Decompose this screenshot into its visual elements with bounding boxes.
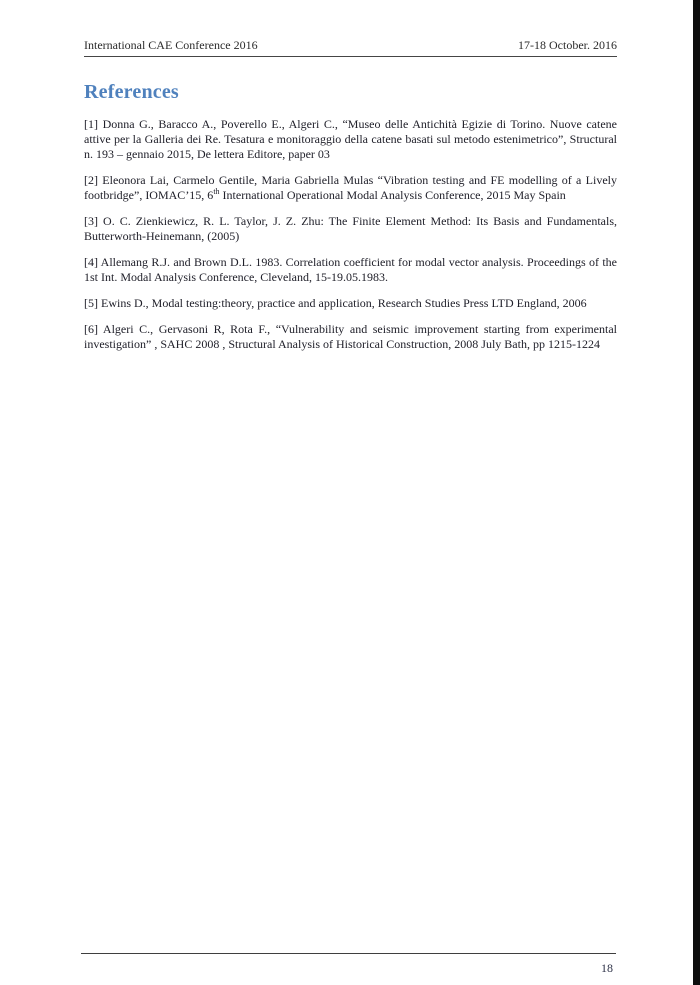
page-number: 18 bbox=[601, 961, 613, 975]
header-conference-name: International CAE Conference 2016 bbox=[84, 38, 258, 52]
reference-text: [4] Allemang R.J. and Brown D.L. 1983. Correlation coefficient for modal vector analysis. Proceedings of the 1st Int. Modal Analysis Conference, Cleveland, 15-19.05.1983. bbox=[84, 255, 617, 284]
reference-entry-6 bbox=[84, 322, 617, 352]
header-date: 17-18 October. 2016 bbox=[518, 38, 617, 52]
reference-entry-5 bbox=[84, 296, 617, 311]
references-title: References bbox=[84, 81, 179, 103]
reference-entry-3 bbox=[84, 214, 617, 244]
reference-text: [2] Eleonora Lai, Carmelo Gentile, Maria Gabriella Mulas “Vibration testing and FE modelling of a Lively footbridge”, IOMAC’15, 6 bbox=[84, 173, 617, 202]
references-list bbox=[84, 117, 617, 352]
reference-text: [3] O. C. Zienkiewicz, R. L. Taylor, J. Z. Zhu: The Finite Element Method: Its Basis and Fundamentals, Butterworth-Heinemann, (2005) bbox=[84, 214, 617, 243]
reference-text: [6] Algeri C., Gervasoni R, Rota F., “Vulnerability and seismic improvement starting from experimental investigation” , SAHC 2008 , Structural Analysis of Historical Construction, 2008 July Bath, pp 1215-1224 bbox=[84, 322, 617, 351]
page-header bbox=[84, 38, 617, 57]
reference-entry-4 bbox=[84, 255, 617, 285]
reference-superscript: th bbox=[213, 187, 220, 196]
reference-text: [5] Ewins D., Modal testing:theory, practice and application, Research Studies Press LTD England, 2006 bbox=[84, 296, 587, 310]
reference-text: [1] Donna G., Baracco A., Poverello E., Algeri C., “Museo delle Antichità Egizie di Torino. Nuove catene attive per la Galleria dei Re. Tesatura e monitoraggio della catene basati sul metodo estenimetrico”, Structural n. 193 – gennaio 2015, De lettera Editore, paper 03 bbox=[84, 117, 617, 161]
page-footer bbox=[81, 953, 616, 976]
reference-entry-2 bbox=[84, 173, 617, 203]
reference-entry-1 bbox=[84, 117, 617, 162]
right-edge-bar bbox=[693, 0, 700, 985]
page-content bbox=[84, 0, 617, 352]
reference-text: International Operational Modal Analysis Conference, 2015 May Spain bbox=[219, 188, 566, 202]
